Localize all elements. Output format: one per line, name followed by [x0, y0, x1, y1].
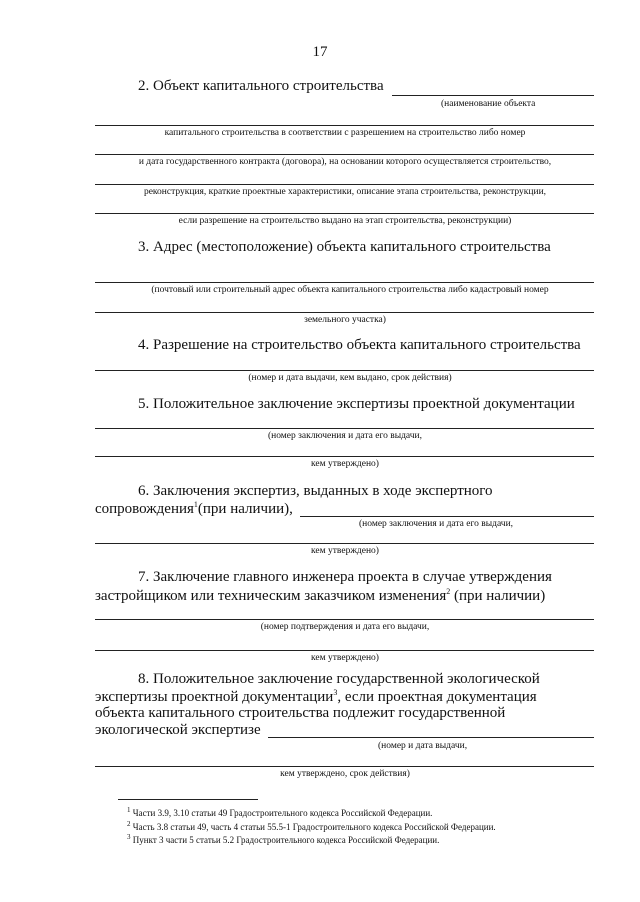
section-7-caption: (номер подтверждения и дата его выдачи, — [260, 622, 430, 632]
section-2-caption: (наименование объекта — [441, 99, 536, 109]
footnote — [127, 833, 439, 845]
section-8-caption: (номер и дата выдачи, — [378, 741, 468, 751]
section-8-caption: кем утверждено, срок действия) — [280, 769, 410, 779]
section-6-line: 6. Заключения экспертиз, выданных в ходе экспертного — [138, 483, 493, 499]
section-7-line — [95, 587, 545, 605]
fill-line — [95, 456, 594, 457]
fill-line — [95, 370, 594, 371]
fill-line — [95, 312, 594, 313]
section-8-line: объекта капитального строительства подлежит государственной — [95, 705, 506, 721]
section-2-caption: если разрешение на строительство выдано на этап строительства, реконструкции) — [178, 216, 512, 226]
fill-line — [95, 650, 594, 651]
fill-line — [95, 428, 594, 429]
fill-line — [95, 125, 594, 126]
footnote-text: Пункт 3 части 5 статьи 5.2 Градостроительного кодекса Российской Федерации. — [130, 835, 440, 845]
fill-line — [95, 184, 594, 185]
section-4-caption: (номер и дата выдачи, кем выдано, срок действия) — [248, 373, 452, 383]
fill-line — [95, 282, 594, 283]
section-8-line: экологической экспертизе — [95, 722, 261, 738]
section-5-caption: кем утверждено) — [311, 459, 379, 469]
section-2-caption: реконструкция, краткие проектные характеристики, описание этапа строительства, реконструкции, — [143, 187, 547, 197]
fill-line — [95, 154, 594, 155]
section-7-line: 7. Заключение главного инженера проекта в случае утверждения — [138, 569, 552, 585]
section-2-caption: и дата государственного контракта (договора), на основании которого осуществляется строительство, — [138, 157, 552, 167]
section-5-title: 5. Положительное заключение экспертизы проектной документации — [138, 396, 575, 412]
section-5-caption: (номер заключения и дата его выдачи, — [267, 431, 423, 441]
fill-line — [300, 516, 594, 517]
section-2-title: 2. Объект капитального строительства — [138, 78, 384, 94]
section-3-caption: земельного участка) — [304, 315, 386, 325]
section-8-line — [95, 688, 537, 706]
fill-line — [268, 737, 594, 738]
section-7-text: (при наличии) — [450, 588, 546, 604]
footnote-mark: 1 — [127, 806, 131, 814]
section-8-text: экспертизы проектной документации — [95, 689, 334, 705]
section-6-text: сопровождения — [95, 501, 194, 517]
footnote-text: Часть 3.8 статьи 49, часть 4 статьи 55.5-1 Градостроительного кодекса Российской Федерации. — [130, 822, 496, 832]
section-3-title: 3. Адрес (местоположение) объекта капитального строительства — [138, 239, 551, 255]
footnote-ref: 3 — [333, 688, 338, 697]
page-number: 17 — [312, 44, 328, 60]
section-6-line — [95, 500, 293, 518]
section-4-title: 4. Разрешение на строительство объекта капитального строительства — [138, 337, 581, 353]
footnote-separator — [118, 799, 258, 800]
fill-line — [95, 766, 594, 767]
footnote-text: Части 3.9, 3.10 статьи 49 Градостроительного кодекса Российской Федерации. — [130, 808, 433, 818]
fill-line — [392, 95, 594, 96]
footnote — [127, 806, 432, 818]
section-8-text: , если проектная документация — [337, 689, 537, 705]
section-6-caption: кем утверждено) — [311, 546, 379, 556]
footnote-mark: 2 — [127, 820, 131, 828]
section-7-caption: кем утверждено) — [311, 653, 379, 663]
fill-line — [95, 619, 594, 620]
section-8-line: 8. Положительное заключение государственной экологической — [138, 671, 540, 687]
section-2-caption: капитального строительства в соответствии с разрешением на строительство либо номер — [164, 128, 526, 138]
section-7-text: застройщиком или техническим заказчиком изменения — [95, 588, 447, 604]
footnote-ref: 1 — [193, 500, 198, 509]
footnote — [127, 820, 496, 832]
footnote-mark: 3 — [127, 833, 131, 841]
section-6-text: (при наличии), — [197, 501, 293, 517]
fill-line — [95, 213, 594, 214]
section-6-caption: (номер заключения и дата его выдачи, — [359, 519, 514, 529]
footnote-ref: 2 — [446, 587, 451, 596]
fill-line — [95, 543, 594, 544]
section-3-caption: (почтовый или строительный адрес объекта капитального строительства либо кадастровый номер — [151, 285, 549, 295]
